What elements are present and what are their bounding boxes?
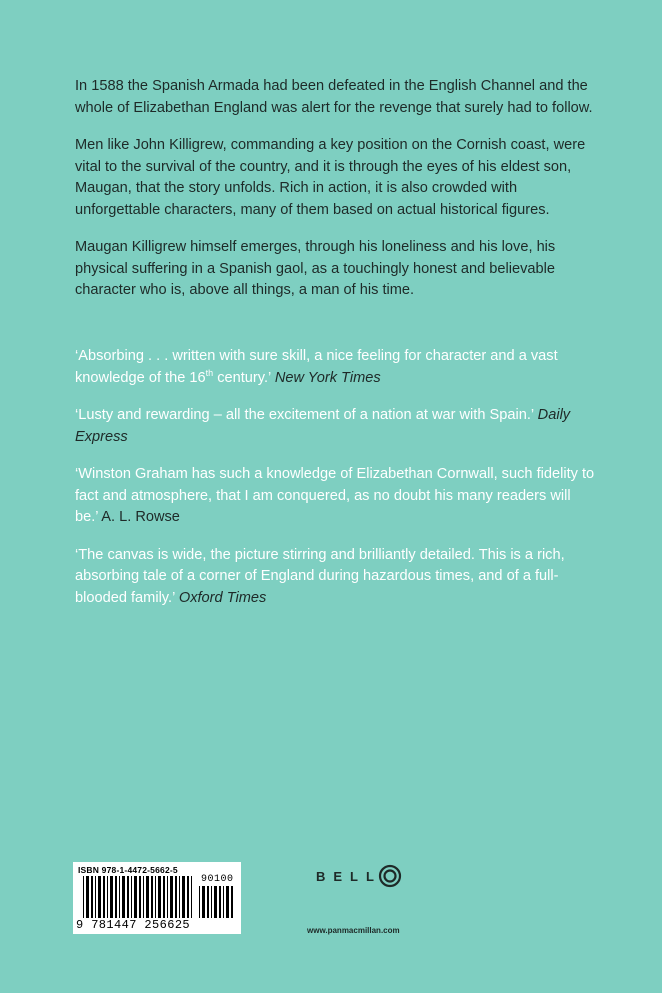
- review-2-source: Daily Express: [75, 407, 571, 445]
- review-4-source: Oxford Times: [178, 589, 267, 606]
- review-3-source: A. L. Rowse: [101, 509, 180, 525]
- reviews: [75, 346, 595, 625]
- review-2-quote: ‘Lusty and rewarding – all the excitement of a nation at war with Spain.’: [75, 407, 534, 423]
- blurb-paragraph-2: Men like John Killigrew, commanding a key position on the Cornish coast, were vital to the survival of the country, and it is through the eyes of his eldest son, Maugan, that the story unfolds. Rich in action, it is also crowded with unforgettable characters, many of them based on actual historical figures.: [75, 137, 586, 218]
- barcode-digits: 9 781447 256625: [76, 918, 191, 932]
- barcode: [73, 862, 241, 934]
- blurb-paragraph-3: Maugan Killigrew himself emerges, through his loneliness and his love, his physical suffering in a Spanish gaol, as a touchingly honest and believable character who is, above all things, a man of his time.: [75, 239, 556, 298]
- publisher-name: BELL: [316, 868, 382, 884]
- publisher-o-icon: [378, 864, 402, 888]
- review-1-quote-b: century.’: [213, 369, 271, 386]
- review-1-quote-a: ‘Absorbing . . . written with sure skill, a nice feeling for character and a vast knowledge of the 16: [75, 348, 558, 386]
- blurb: [75, 76, 595, 318]
- review-4-quote: ‘The canvas is wide, the picture stirring and brilliantly detailed. This is a rich, absorbing tale of a corner of England during hazardous times, and of a full-blooded family.’: [75, 546, 565, 606]
- barcode-addon-bars: [199, 886, 235, 918]
- barcode-addon-number: 90100: [201, 874, 234, 885]
- publisher-logo: [316, 864, 402, 888]
- review-3: [75, 464, 595, 529]
- publisher-website: www.panmacmillan.com: [307, 926, 400, 935]
- review-2: [75, 405, 595, 448]
- review-3-quote: ‘Winston Graham has such a knowledge of Elizabethan Cornwall, such fidelity to fact and atmosphere, that I am conquered, as no doubt his many readers will be.’: [75, 466, 595, 525]
- review-4: [75, 545, 595, 610]
- blurb-paragraph-1: In 1588 the Spanish Armada had been defeated in the English Channel and the whole of Elizabethan England was alert for the revenge that surely had to follow.: [75, 78, 593, 116]
- isbn-text: ISBN 978-1-4472-5662-5: [78, 865, 178, 875]
- review-1-superscript: th: [205, 367, 214, 378]
- barcode-bars: [83, 876, 195, 918]
- review-1: [75, 346, 595, 389]
- review-1-source: New York Times: [274, 369, 381, 386]
